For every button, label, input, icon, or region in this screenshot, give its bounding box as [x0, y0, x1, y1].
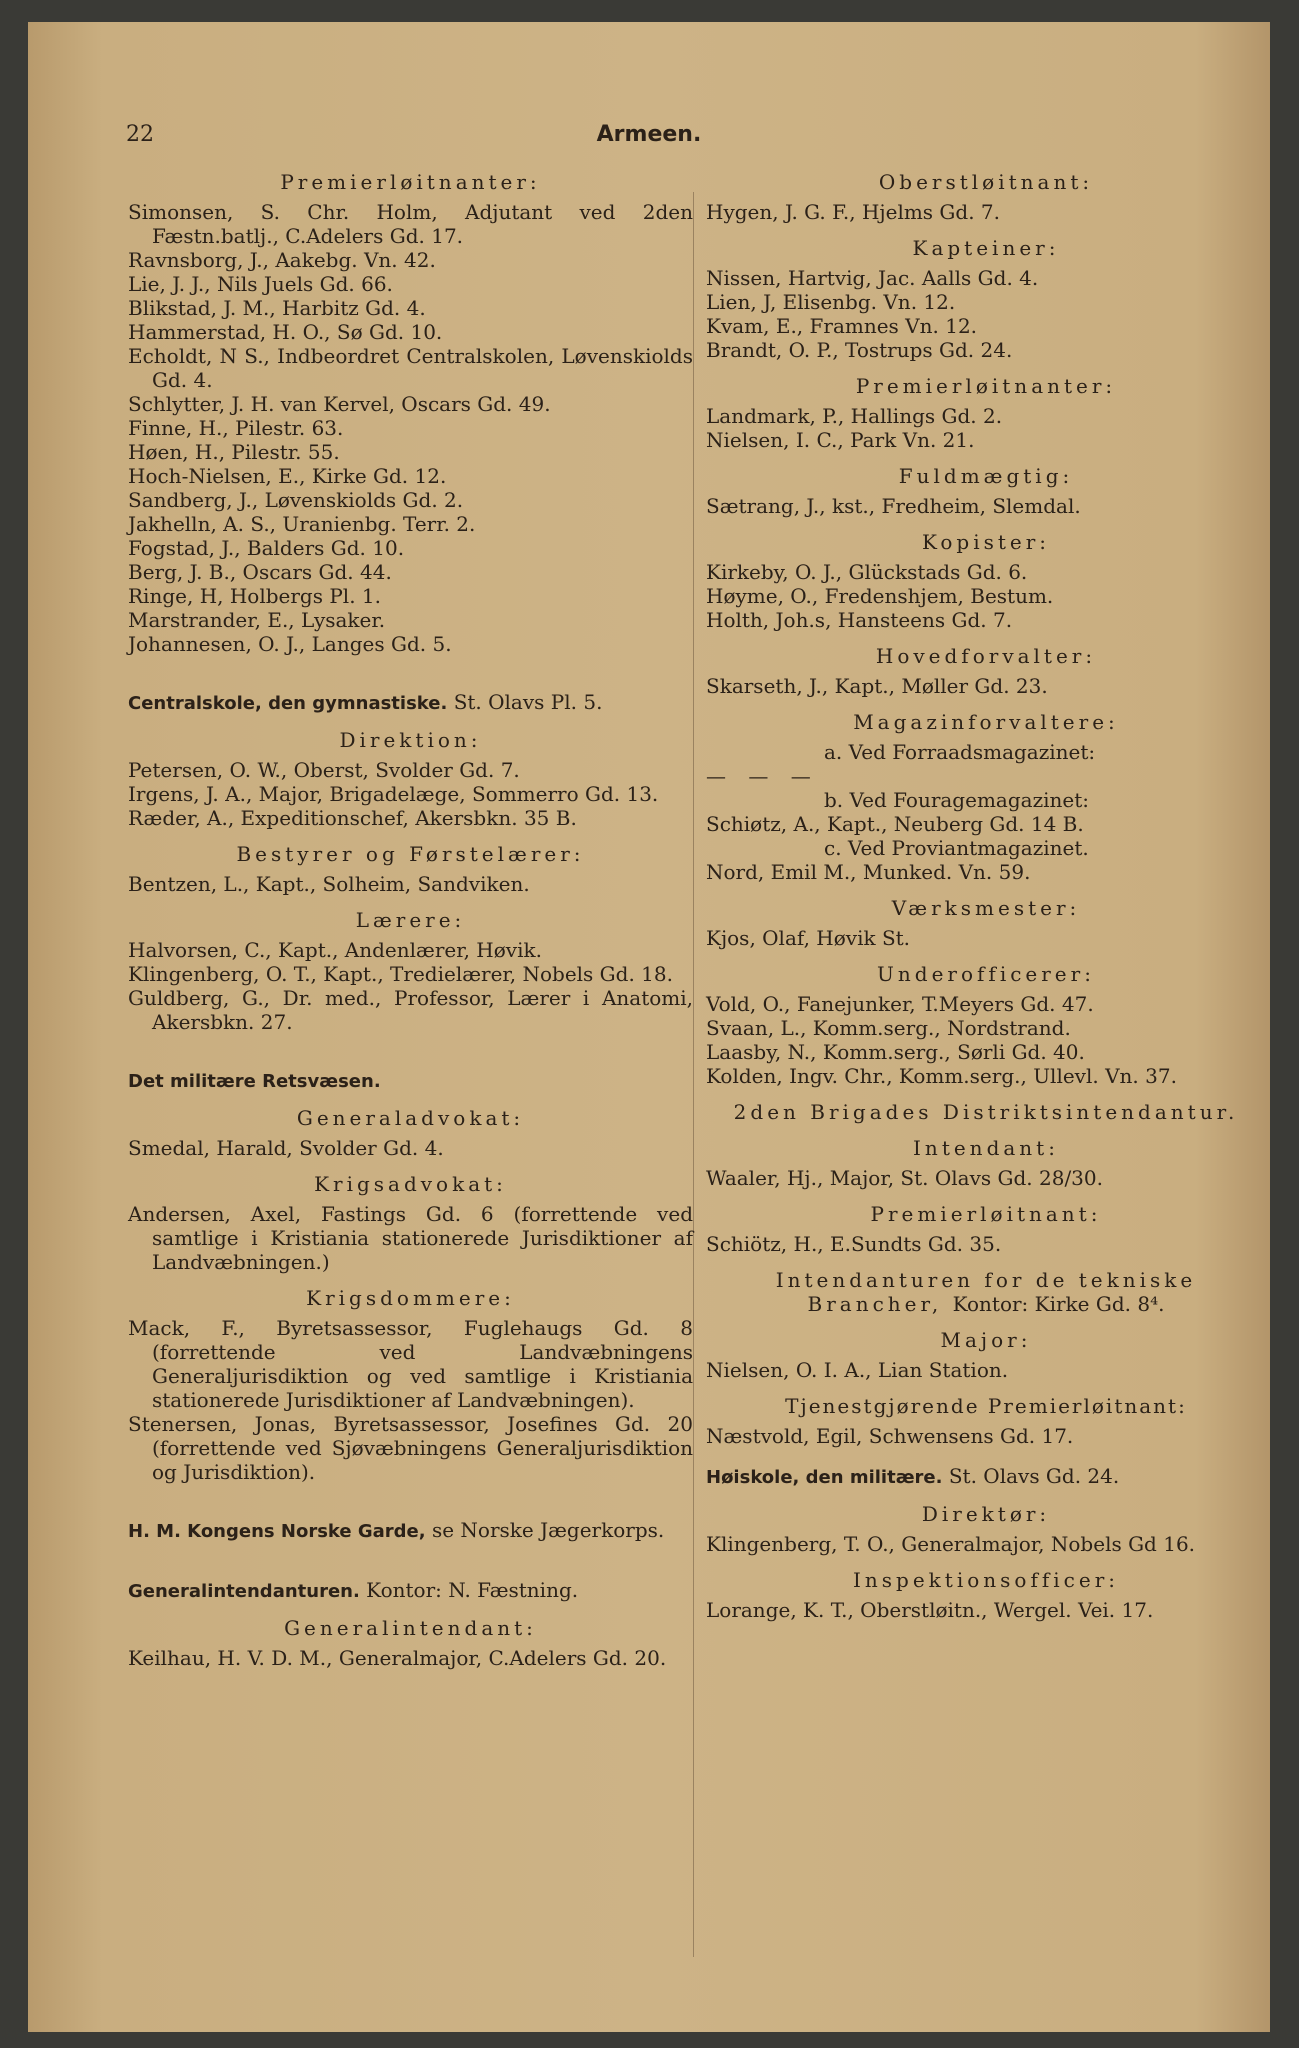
institution [128, 1068, 693, 1094]
entry: Jakhelln, A. S., Uranienbg. Terr. 2. [128, 512, 476, 536]
entry: Lien, J, Elisenbg. Vn. 12. [706, 290, 956, 314]
entry: Berg, J. B., Oscars Gd. 44. [128, 560, 392, 584]
subsection-label: c. Ved Proviantmagazinet. [824, 836, 1089, 860]
entry: Holth, Joh.s, Hansteens Gd. 7. [706, 608, 1013, 632]
entry: Kirkeby, O. J., Glückstads Gd. 6. [706, 560, 1028, 584]
institution-address: St. Olavs Pl. 5. [453, 690, 603, 714]
entry: Skarseth, J., Kapt., Møller Gd. 23. [706, 674, 1048, 698]
entry-list [706, 1232, 1266, 1256]
page [28, 22, 1270, 2032]
institution [706, 1464, 1266, 1490]
entry-list [128, 1316, 693, 1484]
entry: Vold, O., Fanejunker, T.Meyers Gd. 47. [706, 992, 1094, 1016]
entry: Kvam, E., Framnes Vn. 12. [706, 314, 978, 338]
entry: Nielsen, I. C., Park Vn. 21. [706, 428, 975, 452]
entry-list [706, 200, 1266, 224]
entry: Ræder, A., Expeditionschef, Akersbkn. 35 B. [128, 806, 577, 830]
entry: Johannesen, O. J., Langes Gd. 5. [128, 632, 452, 656]
institution [128, 1578, 693, 1604]
entry: Nissen, Hartvig, Jac. Aalls Gd. 4. [706, 266, 1039, 290]
section-heading: Krigsadvokat: [314, 1172, 507, 1196]
institution-name: H. M. Kongens Norske Garde, [128, 1521, 426, 1542]
entry: Finne, H., Pilestr. 63. [128, 416, 344, 440]
entry: Schiøtz, A., Kapt., Neuberg Gd. 14 B. [706, 812, 1084, 836]
left-column [128, 170, 693, 1670]
section-heading: Bestyrer og Førstelærer: [236, 842, 585, 866]
entry-list [128, 758, 693, 830]
entry-list [706, 926, 1266, 950]
section-heading-group [706, 1268, 1266, 1316]
entry: Svaan, L., Komm.serg., Nordstrand. [706, 1016, 1071, 1040]
section-heading: Værksmester: [891, 896, 1081, 920]
entry: Næstvold, Egil, Schwensens Gd. 17. [706, 1424, 1074, 1448]
entry: Bentzen, L., Kapt., Solheim, Sandviken. [128, 872, 530, 896]
entry: Høyme, O., Fredenshjem, Bestum. [706, 584, 1054, 608]
section-heading: Tjenestgjørende Premierløitnant: [785, 1394, 1187, 1418]
entry: Echoldt, N S., Indbeordret Centralskolen, Løvenskiolds Gd. 4. [128, 344, 693, 392]
section-heading: Underofficerer: [877, 962, 1095, 986]
entry-list [706, 266, 1266, 362]
institution [128, 1518, 693, 1544]
entry: Lorange, K. T., Oberstløitn., Wergel. Vei. 17. [706, 1598, 1154, 1622]
entry-list [706, 494, 1266, 518]
entry: Kjos, Olaf, Høvik St. [706, 926, 911, 950]
entry: — — — [706, 764, 819, 788]
section-heading: Major: [940, 1328, 1032, 1352]
entry: Høen, H., Pilestr. 55. [128, 440, 340, 464]
entry-list [706, 1166, 1266, 1190]
entry: Waaler, Hj., Major, St. Olavs Gd. 28/30. [706, 1166, 1103, 1190]
section-heading: Generalintendant: [284, 1616, 537, 1640]
page-title: Armeen. [596, 122, 702, 147]
section-heading: Generaladvokat: [296, 1106, 525, 1130]
entry-list [706, 1424, 1266, 1448]
entry-list [706, 1598, 1266, 1622]
institution-address: St. Olavs Gd. 24. [948, 1464, 1120, 1488]
entry: Stenersen, Jonas, Byretsassessor, Josefines Gd. 20 (forrettende ved Sjøvæbningens Generaljurisdiktion og Jurisdiktion). [128, 1412, 693, 1484]
entry: Schlytter, J. H. van Kervel, Oscars Gd. 49. [128, 392, 551, 416]
entry: Simonsen, S. Chr. Holm, Adjutant ved 2den Fæstn.batlj., C.Adelers Gd. 17. [128, 200, 693, 248]
section-heading: 2den Brigades Distriktsintendantur. [733, 1100, 1239, 1124]
entry: Andersen, Axel, Fastings Gd. 6 (forrettende ved samtlige i Kristiania stationerede Jurisdiktioner af Landvæbningen.) [128, 1202, 693, 1274]
entry: Klingenberg, O. T., Kapt., Tredielærer, Nobels Gd. 18. [128, 962, 673, 986]
entry: Nord, Emil M., Munked. Vn. 59. [706, 860, 1031, 884]
entry-list [128, 938, 693, 1034]
entry-list [128, 872, 693, 896]
entry: Sætrang, J., kst., Fredheim, Slemdal. [706, 494, 1081, 518]
entry: Schiötz, H., E.Sundts Gd. 35. [706, 1232, 1002, 1256]
institution-address: Kontor: N. Fæstning. [366, 1578, 579, 1602]
entry-list [128, 1646, 693, 1670]
entry: Kolden, Ingv. Chr., Komm.serg., Ullevl. Vn. 37. [706, 1064, 1177, 1088]
entry-list [706, 1532, 1266, 1556]
section-heading: Direktør: [921, 1502, 1051, 1526]
section-heading: Kopister: [921, 530, 1051, 554]
section-heading: Kapteiner: [912, 236, 1060, 260]
section-heading: Premierløitnant: [870, 1202, 1102, 1226]
entry: Keilhau, H. V. D. M., Generalmajor, C.Adelers Gd. 20. [128, 1646, 667, 1670]
subsection-label: b. Ved Fouragemagazinet: [824, 788, 1089, 812]
entry: Brandt, O. P., Tostrups Gd. 24. [706, 338, 1013, 362]
section-heading: Fuldmægtig: [898, 464, 1074, 488]
entry-list [706, 1358, 1266, 1382]
entry: Smedal, Harald, Svolder Gd. 4. [128, 1136, 444, 1160]
section-heading: Hovedforvalter: [875, 644, 1097, 668]
institution-name: Høiskole, den militære. [706, 1467, 943, 1488]
entry-list [128, 200, 693, 656]
section-heading: Intendanturen for de tekniske Brancher, [775, 1268, 1197, 1316]
institution [128, 690, 693, 716]
entry: Blikstad, J. M., Harbitz Gd. 4. [128, 296, 426, 320]
entry: Marstrander, E., Lysaker. [128, 608, 386, 632]
subsection-label: a. Ved Forraadsmagazinet: [824, 740, 1096, 764]
section-heading: Magazinforvaltere: [853, 710, 1119, 734]
entry: Ringe, H, Holbergs Pl. 1. [128, 584, 381, 608]
section-heading: Premierløitnanter: [280, 170, 541, 194]
entry-list [706, 560, 1266, 632]
institution-name: Centralskole, den gymnastiske. [128, 693, 448, 714]
institution-note: se Norske Jægerkorps. [431, 1518, 665, 1542]
entry-list [128, 1202, 693, 1274]
entry-list [706, 674, 1266, 698]
entry: Nielsen, O. I. A., Lian Station. [706, 1358, 1009, 1382]
institution-name: Generalintendanturen. [128, 1581, 360, 1602]
entry: Lie, J. J., Nils Juels Gd. 66. [128, 272, 393, 296]
page-number: 22 [126, 122, 154, 147]
entry-list [706, 992, 1266, 1088]
institution-name: Det militære Retsvæsen. [128, 1071, 381, 1092]
section-heading: Inspektionsofficer: [853, 1568, 1119, 1592]
entry: Hygen, J. G. F., Hjelms Gd. 7. [706, 200, 1001, 224]
entry: Halvorsen, C., Kapt., Andenlærer, Høvik. [128, 938, 542, 962]
section-heading: Lærere: [355, 908, 466, 932]
section-heading: Premierløitnanter: [855, 374, 1117, 398]
section-heading: Krigsdommere: [306, 1286, 515, 1310]
entry: Ravnsborg, J., Aakebg. Vn. 42. [128, 248, 436, 272]
entry: Irgens, J. A., Major, Brigadelæge, Sommerro Gd. 13. [128, 782, 659, 806]
entry: Hoch-Nielsen, E., Kirke Gd. 12. [128, 464, 447, 488]
entry: Laasby, N., Komm.serg., Sørli Gd. 40. [706, 1040, 1085, 1064]
entry: Sandberg, J., Løvenskiolds Gd. 2. [128, 488, 464, 512]
institution-address: Kontor: Kirke Gd. 8⁴. [952, 1292, 1165, 1316]
entry: Guldberg, G., Dr. med., Professor, Lærer i Anatomi, Akersbkn. 27. [128, 986, 693, 1034]
section-heading: Oberstløitnant: [878, 170, 1094, 194]
column-divider [693, 192, 694, 1957]
entry: Hammerstad, H. O., Sø Gd. 10. [128, 320, 443, 344]
entry: Klingenberg, T. O., Generalmajor, Nobels Gd 16. [706, 1532, 1196, 1556]
entry: Petersen, O. W., Oberst, Svolder Gd. 7. [128, 758, 520, 782]
entry-list [706, 404, 1266, 452]
entry: Mack, F., Byretsassessor, Fuglehaugs Gd. 8 (forrettende ved Landvæbningens Generaljurisdiktion og ved samtlige i Kristiania stationerede Jurisdiktioner af Landvæbningen). [128, 1316, 693, 1412]
entry: Fogstad, J., Balders Gd. 10. [128, 536, 405, 560]
entry-list [128, 1136, 693, 1160]
entry: Landmark, P., Hallings Gd. 2. [706, 404, 1003, 428]
right-column [706, 170, 1266, 1622]
section-heading: Intendant: [913, 1136, 1059, 1160]
section-heading: Direktion: [339, 728, 482, 752]
